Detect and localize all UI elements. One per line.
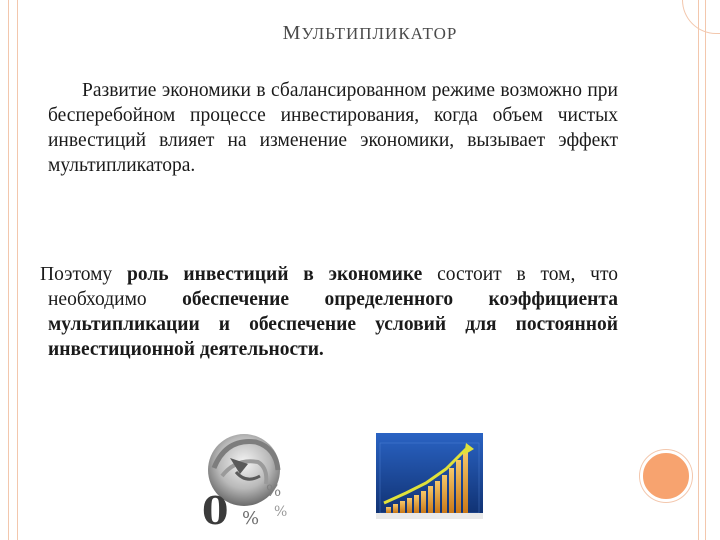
slide-title (0, 22, 720, 45)
accent-circle-icon (640, 450, 692, 502)
paragraph-2-bold-2: обеспечение определенного коэффициента мультипликации и обеспечение условий для постоянной инвестиционной деятельности. (48, 289, 618, 360)
paragraph-1: Развитие экономики в сбалансированном режиме возможно при бесперебойном процессе инвестирования, когда объем чистых инвестиций влияет на изменение экономики, вызывает эффект мультипликатора. (48, 80, 618, 176)
paragraph-2-part-1: Поэтому (40, 264, 127, 285)
growth-chart-image (376, 433, 483, 519)
paragraph-2 (40, 262, 618, 362)
percent-glyph-1: % (242, 508, 260, 528)
title-first-letter: М (282, 22, 302, 44)
paragraph-2-bold-1: роль инвестиций в экономике (127, 264, 423, 285)
title-rest: УЛЬТИПЛИКАТОР (301, 24, 458, 43)
frame-left-decoration (8, 0, 18, 540)
paragraph-2-part-2: состоит в том, что необходимо (48, 264, 618, 310)
percent-glyph-3: % (274, 504, 288, 520)
percent-glyph-2: % (266, 481, 282, 500)
percent-coin-image (196, 428, 292, 528)
percent-coin-icon (196, 428, 292, 528)
growth-chart-icon (376, 433, 483, 519)
frame-right-decoration (698, 0, 706, 540)
zero-glyph: 0 (202, 488, 229, 528)
